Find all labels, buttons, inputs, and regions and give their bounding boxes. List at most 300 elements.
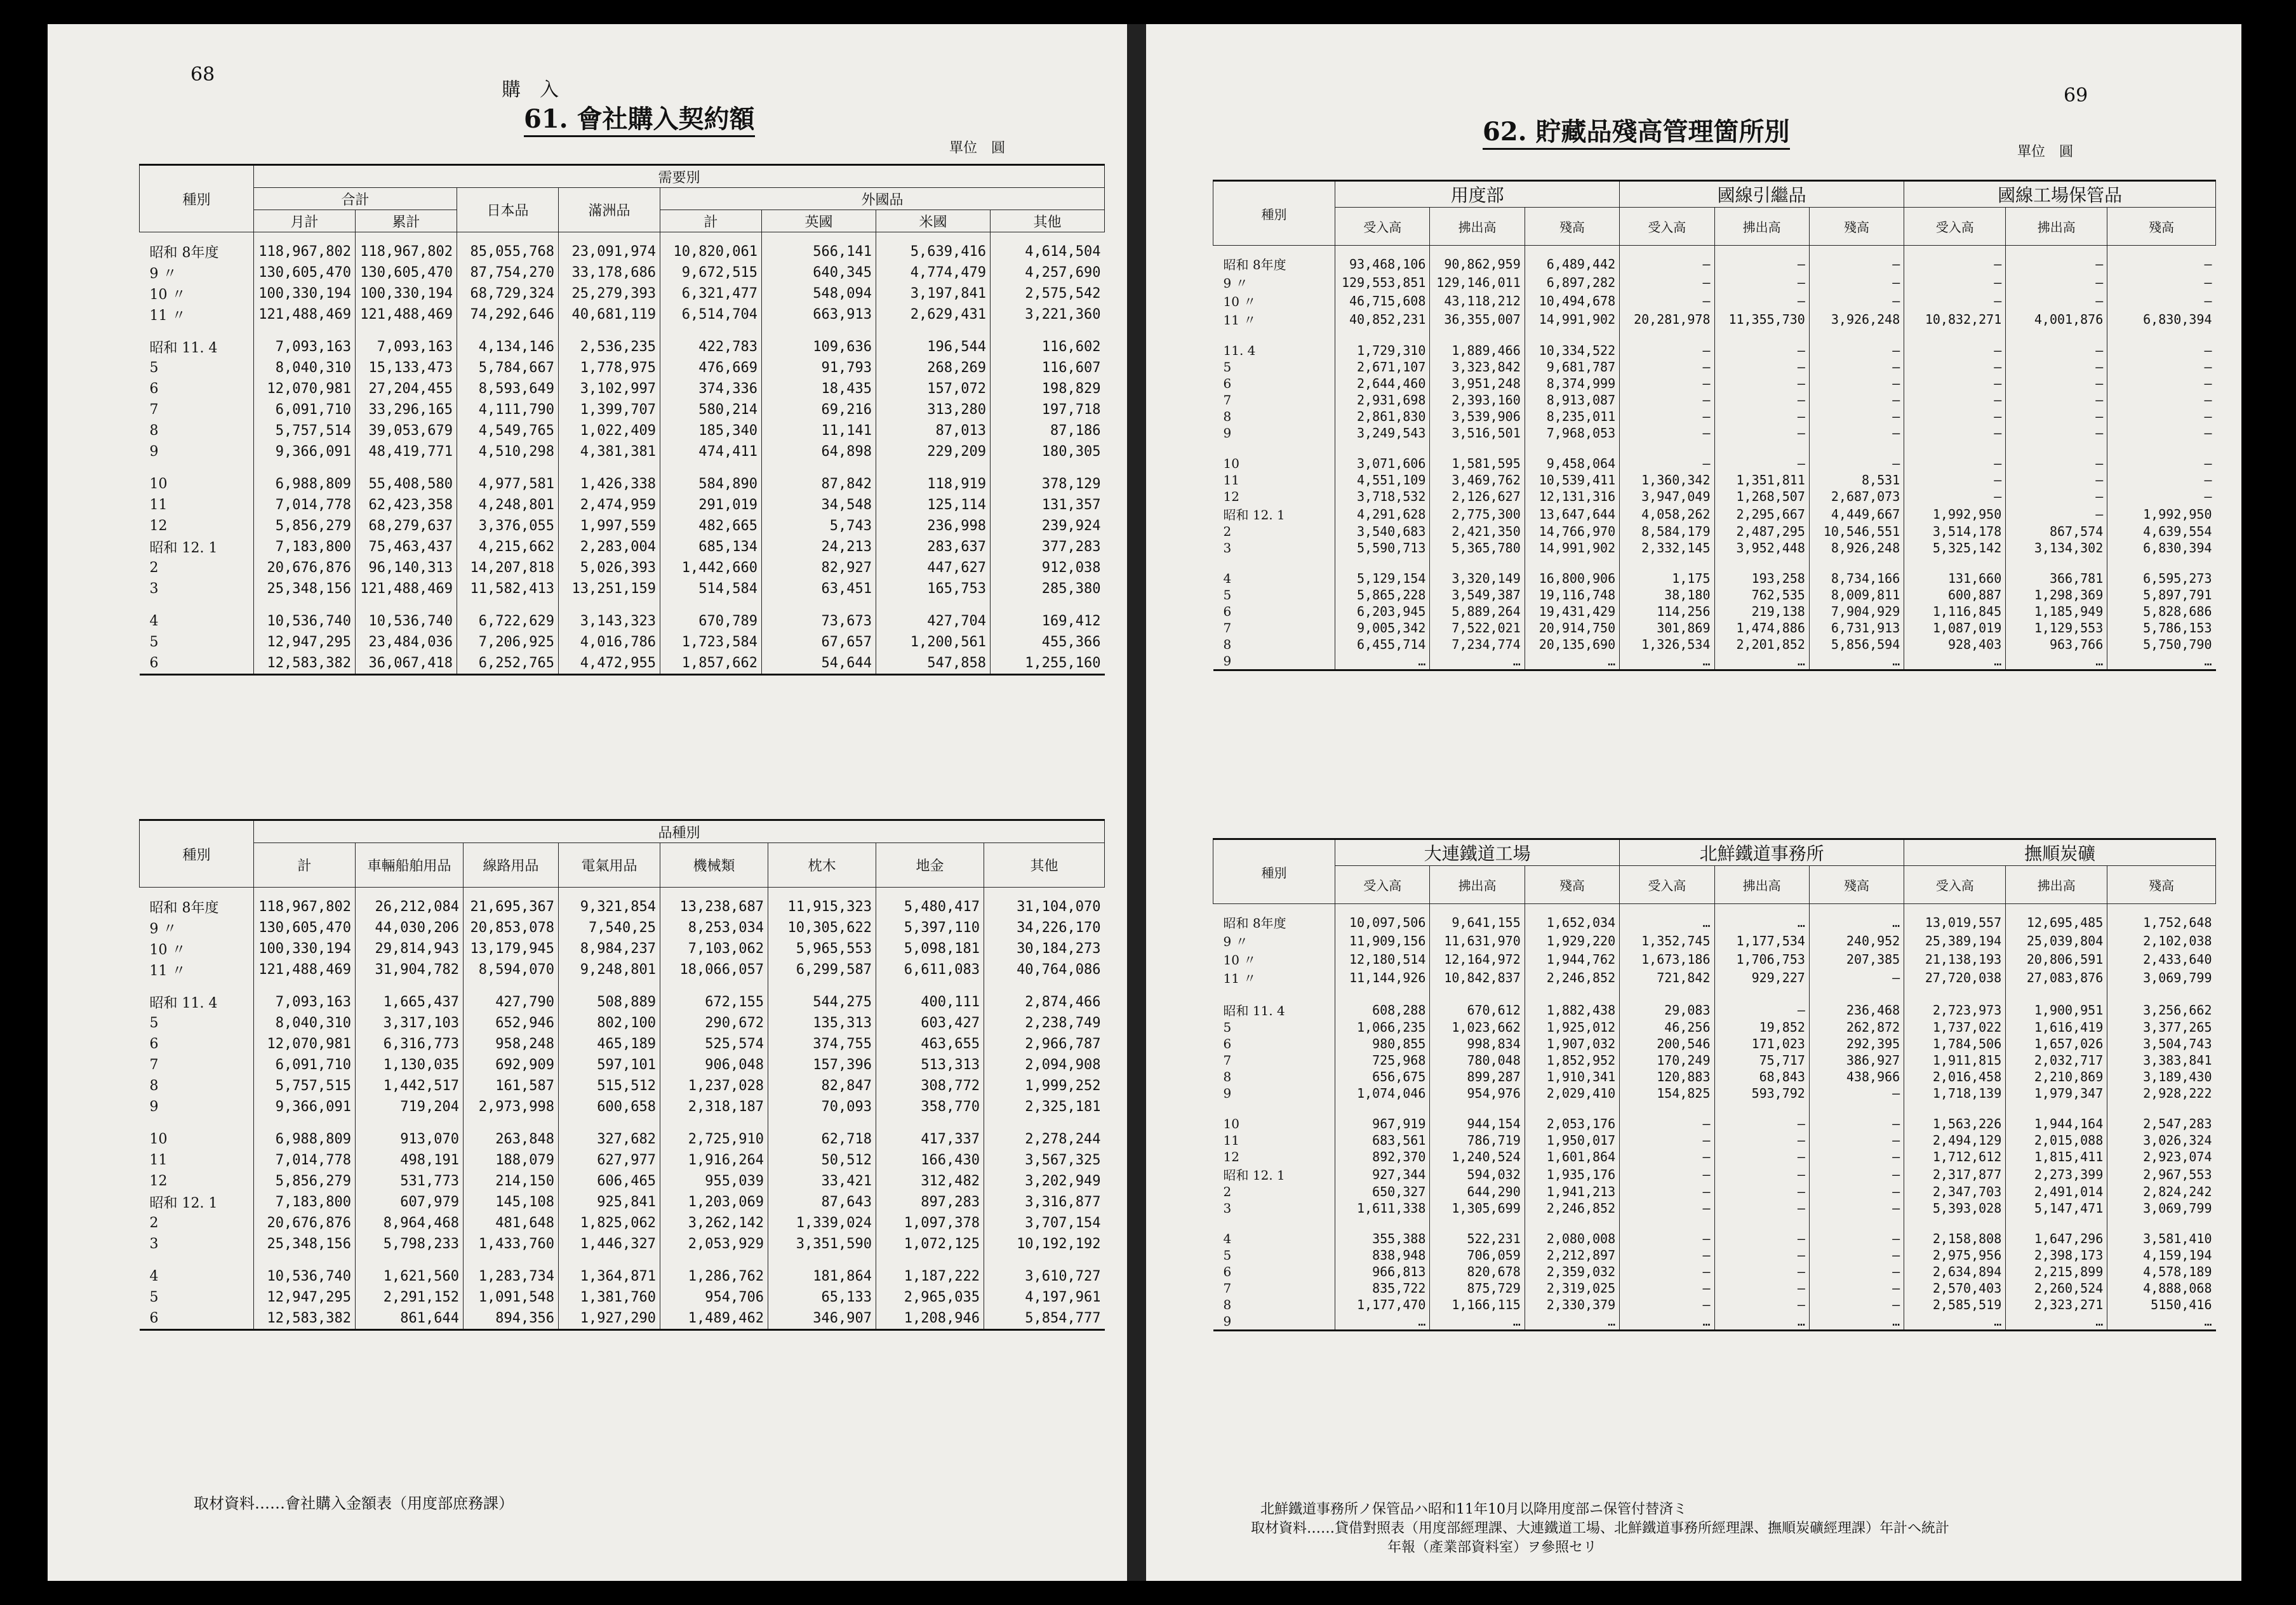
table-cell: 1,712,612	[1904, 1149, 2006, 1165]
table-row	[1213, 1052, 2216, 1069]
table-cell: 525,574	[660, 1034, 768, 1055]
table-cell: 4,977,581	[457, 474, 559, 495]
table-cell: 2,317,877	[1904, 1165, 2006, 1183]
table-cell: 3,377,265	[2107, 1019, 2216, 1036]
table-cell: 594,032	[1430, 1165, 1525, 1183]
table-title: 61. 會社購入契約額	[524, 99, 755, 137]
table-row	[140, 1034, 1105, 1055]
table-cell: …	[1809, 653, 1904, 670]
table-cell: 966,813	[1335, 1263, 1430, 1280]
table-cell: 12,947,295	[254, 1287, 356, 1308]
table-cell: 3,516,501	[1430, 425, 1525, 441]
spacer-row	[140, 1117, 1105, 1129]
table-cell: 114,256	[1620, 603, 1714, 620]
table-cell: 1,927,290	[559, 1308, 660, 1330]
table-row	[1213, 291, 2216, 310]
spacer-row	[1213, 1102, 2216, 1116]
table-cell: 2,094,908	[984, 1055, 1105, 1076]
table-cell: 5,856,594	[1809, 636, 1904, 653]
row-label: 3	[149, 581, 159, 597]
table-cell: —	[1620, 1165, 1714, 1183]
table-cell: 116,602	[991, 336, 1105, 357]
table-cell: 3,351,590	[768, 1234, 876, 1255]
table-cell: —	[1620, 392, 1714, 408]
table-cell: 721,842	[1620, 968, 1714, 987]
table-cell: 5,393,028	[1904, 1200, 2006, 1216]
table-cell: 7,904,929	[1809, 603, 1904, 620]
table-cell: 3,143,323	[559, 611, 660, 632]
table-cell: 2,775,300	[1430, 505, 1525, 523]
table-row	[1213, 310, 2216, 328]
table-cell: 5,798,233	[356, 1234, 464, 1255]
table-row	[140, 1055, 1105, 1076]
table-cell: 1,074,046	[1335, 1085, 1430, 1102]
table-cell: 65,133	[768, 1287, 876, 1308]
table-cell: 14,991,902	[1525, 310, 1619, 328]
table-cell: —	[1714, 375, 1809, 392]
table-cell: …	[1714, 653, 1809, 670]
table-cell: 7,093,163	[356, 336, 457, 357]
row-label: 8	[1223, 637, 1232, 652]
table-cell: 2,687,073	[1809, 488, 1904, 505]
row-label: 昭和 11. 4	[149, 340, 218, 356]
table-cell: 1,116,845	[1904, 603, 2006, 620]
table-cell: 2,260,524	[2006, 1280, 2107, 1296]
table-cell: 600,887	[1904, 587, 2006, 603]
table-cell: 374,755	[768, 1034, 876, 1055]
table-row	[140, 516, 1105, 536]
table-cell: —	[1620, 455, 1714, 472]
table-cell: 3,256,662	[2107, 1001, 2216, 1019]
table-cell: 5,026,393	[559, 557, 660, 578]
table-cell: …	[1904, 653, 2006, 670]
row-label: 11. 4	[1223, 343, 1256, 358]
table-cell: 5,865,228	[1335, 587, 1430, 603]
table-cell: 20,914,750	[1525, 620, 1619, 636]
table-cell: 4,472,955	[559, 653, 660, 675]
spacer-row	[140, 462, 1105, 474]
table-cell: 1,815,411	[2006, 1149, 2107, 1165]
table-row	[140, 611, 1105, 632]
col-group-north-korea-office: 北鮮鐵道事務所	[1620, 839, 1904, 866]
table-cell: —	[1620, 1116, 1714, 1132]
table-cell: 692,909	[464, 1055, 559, 1076]
row-label: 7	[1223, 1053, 1232, 1068]
table-cell: 7,014,778	[254, 1150, 356, 1171]
table-row	[1213, 904, 2216, 932]
table-cell: 171,023	[1714, 1036, 1809, 1052]
row-label: 10	[1223, 456, 1239, 471]
table-cell: …	[1714, 904, 1809, 932]
table-cell: 50,512	[768, 1150, 876, 1171]
table-cell: 1,907,032	[1525, 1036, 1619, 1052]
table-cell: 1,489,462	[660, 1308, 768, 1330]
table-cell: 240,952	[1809, 931, 1904, 950]
table-cell: 1,910,341	[1525, 1069, 1619, 1085]
table-cell: 4,510,298	[457, 441, 559, 462]
table-cell: 13,251,159	[559, 578, 660, 599]
table-cell: 725,968	[1335, 1052, 1430, 1069]
table-row	[140, 578, 1105, 599]
row-label: 12	[1223, 489, 1239, 504]
table-row	[1213, 636, 2216, 653]
table-cell: —	[1809, 375, 1904, 392]
table-cell: 2,053,176	[1525, 1116, 1619, 1132]
table-cell: 7,183,800	[254, 536, 356, 557]
table-cell: 9,681,787	[1525, 359, 1619, 375]
row-label: 5	[149, 634, 159, 650]
table-cell: 73,673	[762, 611, 876, 632]
table-cell: 1,581,595	[1430, 455, 1525, 472]
table-cell: 90,862,959	[1430, 246, 1525, 274]
table-cell: 417,337	[876, 1129, 984, 1150]
table-cell: 1,381,760	[559, 1287, 660, 1308]
table-cell: 515,512	[559, 1076, 660, 1096]
table-cell: —	[1904, 408, 2006, 425]
table-cell: 21,695,367	[464, 888, 559, 918]
table-row	[140, 336, 1105, 357]
table-cell: 4,111,790	[457, 399, 559, 420]
row-label: 9 〃	[149, 921, 177, 937]
table-cell: 3,069,799	[2107, 1200, 2216, 1216]
table-cell: 386,927	[1809, 1052, 1904, 1069]
table-cell: 5,480,417	[876, 888, 984, 918]
table-cell: 1,087,019	[1904, 620, 2006, 636]
table-cell: 498,191	[356, 1150, 464, 1171]
table-cell: 2,332,145	[1620, 540, 1714, 556]
table-cell: 7,183,800	[254, 1192, 356, 1213]
col-uk: 英國	[762, 210, 876, 232]
table-cell: 33,296,165	[356, 399, 457, 420]
table-cell: 219,138	[1714, 603, 1809, 620]
col-cumulative: 累計	[356, 210, 457, 232]
table-cell: 2,246,852	[1525, 968, 1619, 987]
table-cell: 358,770	[876, 1096, 984, 1117]
table-cell: 8,594,070	[464, 959, 559, 980]
col-machinery: 機械類	[660, 843, 768, 888]
table-cell: 400,111	[876, 992, 984, 1013]
table-cell: 1,929,220	[1525, 931, 1619, 950]
row-label: 昭和 12. 1	[149, 540, 218, 556]
table-cell: 10,334,522	[1525, 342, 1619, 359]
table-cell: 1,177,470	[1335, 1296, 1430, 1313]
table-cell: 91,793	[762, 357, 876, 378]
table-title: 62. 貯藏品殘高管理箇所別	[1483, 112, 1790, 150]
col-group-national-line: 國線引繼品	[1620, 181, 1904, 208]
table-cell: 20,853,078	[464, 917, 559, 938]
table-cell: —	[1714, 1230, 1809, 1247]
table-cell: 11,909,156	[1335, 931, 1430, 950]
table-cell: 954,976	[1430, 1085, 1525, 1102]
table-cell: 1,941,213	[1525, 1183, 1619, 1200]
spacer-row	[1213, 441, 2216, 455]
col-timber: 枕木	[768, 843, 876, 888]
row-label: 昭和 11. 4	[149, 996, 218, 1011]
row-label: 6	[1223, 1036, 1232, 1051]
table-cell: 1,999,252	[984, 1076, 1105, 1096]
table-row	[140, 1192, 1105, 1213]
col-monthly: 月計	[254, 210, 356, 232]
table-cell: 1,992,950	[2107, 505, 2216, 523]
table-cell: 2,570,403	[1904, 1280, 2006, 1296]
table-cell: 3,202,949	[984, 1171, 1105, 1192]
row-label: 5	[149, 1015, 159, 1031]
row-label: 2	[1223, 524, 1232, 539]
table-cell: 2,723,973	[1904, 1001, 2006, 1019]
table-cell: 955,039	[660, 1171, 768, 1192]
table-cell: 14,766,970	[1525, 523, 1619, 540]
table-cell: —	[1809, 246, 1904, 274]
table-cell: 10,842,837	[1430, 968, 1525, 987]
table-cell: 5,856,279	[254, 1171, 356, 1192]
table-cell: 1,166,115	[1430, 1296, 1525, 1313]
table-cell: 120,883	[1620, 1069, 1714, 1085]
table-cell: 25,348,156	[254, 578, 356, 599]
table-cell: 43,118,212	[1430, 291, 1525, 310]
table-cell: —	[1714, 291, 1809, 310]
table-row	[1213, 620, 2216, 636]
table-row	[1213, 1001, 2216, 1019]
table-row	[140, 283, 1105, 304]
table-cell: 207,385	[1809, 950, 1904, 968]
table-row	[140, 1013, 1105, 1034]
table-cell: 422,783	[660, 336, 762, 357]
table-cell: 131,357	[991, 495, 1105, 516]
table-cell: …	[1335, 1313, 1430, 1331]
table-cell: 36,355,007	[1430, 310, 1525, 328]
table-cell: 1,066,235	[1335, 1019, 1430, 1036]
table-cell: 3,069,799	[2107, 968, 2216, 987]
table-row	[140, 1129, 1105, 1150]
table-cell: 30,184,273	[984, 938, 1105, 959]
table-cell: 25,389,194	[1904, 931, 2006, 950]
table-cell: 13,019,557	[1904, 904, 2006, 932]
table-cell: 36,067,418	[356, 653, 457, 675]
table-cell: 600,658	[559, 1096, 660, 1117]
table-cell: 8,584,179	[1620, 523, 1714, 540]
table-cell: 8,926,248	[1809, 540, 1904, 556]
table-cell: 1,446,327	[559, 1234, 660, 1255]
table-cell: 465,189	[559, 1034, 660, 1055]
table-cell: —	[2006, 488, 2107, 505]
footnote: 北鮮鐵道事務所ノ保管品ハ昭和11年10月以降用度部ニ保管付替済ミ	[1260, 1502, 1687, 1517]
table-cell: —	[1714, 1247, 1809, 1263]
table-cell: 2,725,910	[660, 1129, 768, 1150]
table-cell: 7,968,053	[1525, 425, 1619, 441]
row-label: 10 〃	[1223, 294, 1257, 309]
row-label: 6	[1223, 1264, 1232, 1279]
table-cell: 3,323,842	[1430, 359, 1525, 375]
table-cell: 3,197,841	[876, 283, 991, 304]
table-cell: 2,491,014	[2006, 1183, 2107, 1200]
table-cell: —	[1714, 1001, 1809, 1019]
table-cell: 12,583,382	[254, 653, 356, 675]
row-label: 10	[1223, 1116, 1239, 1131]
table-cell: —	[1809, 273, 1904, 291]
table-cell: 7,234,774	[1430, 636, 1525, 653]
row-label: 12	[149, 518, 168, 534]
table-row	[1213, 1149, 2216, 1165]
table-cell: —	[1620, 359, 1714, 375]
table-cell: 427,704	[876, 611, 991, 632]
table-cell: 121,488,469	[254, 304, 356, 325]
row-label: 10 〃	[149, 287, 186, 303]
table-cell: 355,388	[1335, 1230, 1430, 1247]
table-cell: 23,484,036	[356, 632, 457, 653]
table-cell: 2,433,640	[2107, 950, 2216, 968]
table-cell: 4,197,961	[984, 1287, 1105, 1308]
table-cell: 1,784,506	[1904, 1036, 2006, 1052]
table-row	[1213, 603, 2216, 620]
table-cell: 455,366	[991, 632, 1105, 653]
table-cell: 169,412	[991, 611, 1105, 632]
table-cell: 24,213	[762, 536, 876, 557]
table-cell: 929,227	[1714, 968, 1809, 987]
table-cell: 897,283	[876, 1192, 984, 1213]
right-page	[1146, 24, 2241, 1581]
table-cell: 14,991,902	[1525, 540, 1619, 556]
table-cell: 262,872	[1809, 1019, 1904, 1036]
table-cell: 2,318,187	[660, 1096, 768, 1117]
table-row	[140, 1213, 1105, 1234]
table-cell: 6,830,394	[2107, 540, 2216, 556]
row-label: 昭和 12. 1	[149, 1195, 218, 1211]
table-cell: —	[2107, 455, 2216, 472]
table-cell: 2,080,008	[1525, 1230, 1619, 1247]
col-group-total: 合計	[254, 188, 457, 210]
table-cell: 62,423,358	[356, 495, 457, 516]
table-cell: 1,298,369	[2006, 587, 2107, 603]
table-cell: 3,926,248	[1809, 310, 1904, 328]
table-row	[1213, 392, 2216, 408]
table-cell: 1,944,164	[2006, 1116, 2107, 1132]
table-cell: 5,856,279	[254, 516, 356, 536]
table-cell: 2,291,152	[356, 1287, 464, 1308]
table-cell: 2,671,107	[1335, 359, 1430, 375]
table-cell: 8,964,468	[356, 1213, 464, 1234]
table-row	[140, 357, 1105, 378]
table-cell: 954,706	[660, 1287, 768, 1308]
table-cell: 29,083	[1620, 1001, 1714, 1019]
table-cell: 100,330,194	[254, 938, 356, 959]
table-cell: 566,141	[762, 232, 876, 263]
table-cell: 1,752,648	[2107, 904, 2216, 932]
table-cell: 5150,416	[2107, 1296, 2216, 1313]
table-cell: 4,449,667	[1809, 505, 1904, 523]
table-cell: —	[1620, 246, 1714, 274]
table-cell: 6,830,394	[2107, 310, 2216, 328]
table-cell: 9,366,091	[254, 1096, 356, 1117]
table-cell: —	[2006, 472, 2107, 488]
table-cell: 118,967,802	[356, 232, 457, 263]
row-label: 11 〃	[1223, 971, 1257, 986]
col-issued: 拂出高	[1430, 208, 1525, 246]
table-cell: 3,249,543	[1335, 425, 1430, 441]
col-received: 受入高	[1335, 866, 1430, 904]
table-row	[1213, 1116, 2216, 1132]
row-label: 2	[1223, 1184, 1232, 1199]
table-cell: 2,421,350	[1430, 523, 1525, 540]
table-row	[140, 1308, 1105, 1330]
table-cell: 820,678	[1430, 1263, 1525, 1280]
table-row	[1213, 653, 2216, 670]
table-cell: 640,345	[762, 262, 876, 283]
table-cell: 161,587	[464, 1076, 559, 1096]
table-cell: 15,133,473	[356, 357, 457, 378]
table-cell: 10,494,678	[1525, 291, 1619, 310]
table-cell: 19,116,748	[1525, 587, 1619, 603]
row-label: 4	[149, 613, 159, 629]
row-label: 9	[1223, 425, 1232, 441]
table-cell: 129,146,011	[1430, 273, 1525, 291]
table-cell: 1,737,022	[1904, 1019, 2006, 1036]
table-cell: 10,820,061	[660, 232, 762, 263]
row-label: 10	[149, 1131, 168, 1147]
spacer-row	[1213, 328, 2216, 342]
table-cell: 2,967,553	[2107, 1165, 2216, 1183]
table-cell: 68,843	[1714, 1069, 1809, 1085]
table-row	[140, 420, 1105, 441]
table-cell: 6,489,442	[1525, 246, 1619, 274]
row-label: 7	[1223, 392, 1232, 408]
col-group-supply-dept: 用度部	[1335, 181, 1620, 208]
col-issued: 拂出高	[1714, 866, 1809, 904]
table-cell: 25,348,156	[254, 1234, 356, 1255]
table-cell: —	[1904, 246, 2006, 274]
table-cell: 75,463,437	[356, 536, 457, 557]
table-cell: 1,240,524	[1430, 1149, 1525, 1165]
table-cell: 476,669	[660, 357, 762, 378]
table-row	[140, 1234, 1105, 1255]
table-cell: 4,578,189	[2107, 1263, 2216, 1280]
table-cell: —	[1620, 1149, 1714, 1165]
table-cell: —	[2107, 359, 2216, 375]
table-cell: —	[1620, 342, 1714, 359]
table-cell: 4,058,262	[1620, 505, 1714, 523]
table-cell: 1,305,699	[1430, 1200, 1525, 1216]
table-cell: —	[1714, 342, 1809, 359]
table-cell: 4,614,504	[991, 232, 1105, 263]
table-cell: 1,442,517	[356, 1076, 464, 1096]
table-cell: …	[1430, 1313, 1525, 1331]
table-cell: 1,072,125	[876, 1234, 984, 1255]
table-cell: 7,014,778	[254, 495, 356, 516]
table-cell: —	[2107, 375, 2216, 392]
table-cell: 6,299,587	[768, 959, 876, 980]
table-cell: 912,038	[991, 557, 1105, 578]
table-row	[140, 938, 1105, 959]
row-label: 6	[1223, 604, 1232, 619]
table-cell: —	[1809, 968, 1904, 987]
table-cell: 100,330,194	[254, 283, 356, 304]
table-cell: —	[1809, 359, 1904, 375]
table-cell: —	[1904, 342, 2006, 359]
table-cell: —	[1620, 408, 1714, 425]
table-cell: 2,629,431	[876, 304, 991, 325]
table-cell: 1,778,975	[559, 357, 660, 378]
row-label: 12	[149, 1173, 168, 1189]
table-cell: 4,001,876	[2006, 310, 2107, 328]
table-cell: 3,320,149	[1430, 570, 1525, 587]
table-cell: 627,977	[559, 1150, 660, 1171]
table-cell: —	[1714, 408, 1809, 425]
table-cell: 3,469,762	[1430, 472, 1525, 488]
table-cell: 12,070,981	[254, 1034, 356, 1055]
table-cell: 5,854,777	[984, 1308, 1105, 1330]
table-cell: —	[2107, 342, 2216, 359]
spacer-row	[1213, 1216, 2216, 1230]
row-label: 9	[1223, 653, 1232, 669]
